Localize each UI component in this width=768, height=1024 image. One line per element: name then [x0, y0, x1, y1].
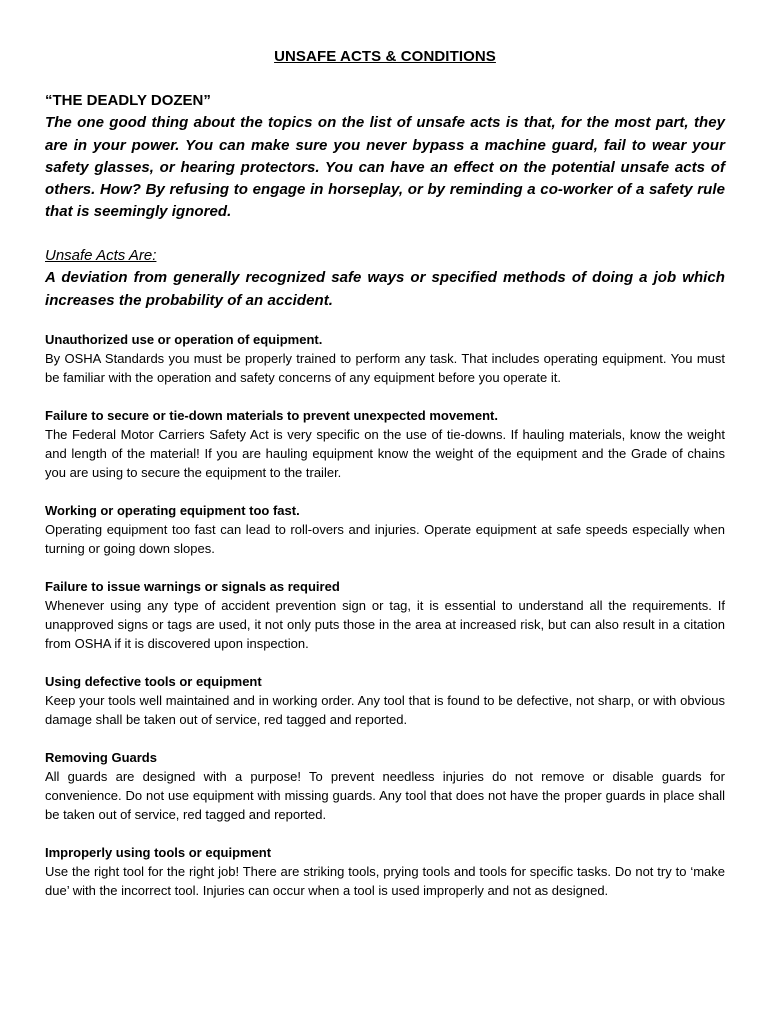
- section-heading: Using defective tools or equipment: [45, 674, 262, 689]
- section-body: Operating equipment too fast can lead to roll-overs and injuries. Operate equipment at safe speeds especially when turning or going down slopes.: [45, 522, 725, 556]
- section-improper-tools: [45, 843, 725, 900]
- section-body: The Federal Motor Carriers Safety Act is very specific on the use of tie-downs. If hauling materials, know the weight and length of the material! If you are hauling equipment know the weight of the equipment and the Grade of chains you are using to secure the equipment to the trailer.: [45, 427, 725, 480]
- section-heading: Improperly using tools or equipment: [45, 845, 272, 860]
- section-heading: Failure to secure or tie-down materials to prevent unexpected movement.: [45, 408, 498, 423]
- section-body: Whenever using any type of accident prevention sign or tag, it is essential to understand all the requirements. If unapproved signs or tags are used, it not only puts those in the area at increased risk, but can also result in a citation from OSHA if it is discovered upon inspection.: [45, 598, 725, 651]
- intro-block: [45, 90, 725, 224]
- section-body: By OSHA Standards you must be properly trained to perform any task. That includes operating equipment. You must be familiar with the operation and safety concerns of any equipment before you operate it.: [45, 351, 725, 385]
- section-tie-down: [45, 406, 725, 482]
- section-defective-tools: [45, 672, 725, 729]
- section-heading: Removing Guards: [45, 750, 157, 765]
- definition-heading: Unsafe Acts Are:: [45, 247, 157, 264]
- definition-block: [45, 245, 725, 312]
- intro-subtitle: “THE DEADLY DOZEN”: [45, 92, 211, 109]
- section-removing-guards: [45, 748, 725, 824]
- section-heading: Unauthorized use or operation of equipment.: [45, 332, 323, 347]
- section-warnings-signals: [45, 577, 725, 653]
- intro-paragraph: The one good thing about the topics on the list of unsafe acts is that, for the most part, they are in your power. You can make sure you never bypass a machine guard, fail to wear your safety glasses, or hearing protectors. You can have an effect on the potential unsafe acts of others. How? By refusing to engage in horseplay, or by reminding a co-worker of a safety rule that is seemingly ignored.: [45, 114, 725, 221]
- document-title: UNSAFE ACTS & CONDITIONS: [274, 48, 496, 65]
- definition-paragraph: A deviation from generally recognized safe ways or specified methods of doing a job which increases the probability of an accident.: [45, 269, 725, 309]
- section-unauthorized-use: [45, 330, 725, 387]
- section-body: Keep your tools well maintained and in working order. Any tool that is found to be defective, not sharp, or with obvious damage shall be taken out of service, red tagged and reported.: [45, 693, 725, 727]
- section-body: Use the right tool for the right job! There are striking tools, prying tools and tools for specific tasks. Do not try to ‘make due’ with the incorrect tool. Injuries can occur when a tool is used improperly and not as designed.: [45, 864, 725, 898]
- section-too-fast: [45, 501, 725, 558]
- section-heading: Failure to issue warnings or signals as required: [45, 579, 340, 594]
- section-heading: Working or operating equipment too fast.: [45, 503, 300, 518]
- section-body: All guards are designed with a purpose! To prevent needless injuries do not remove or disable guards for convenience. Do not use equipment with missing guards. Any tool that does not have the proper guards in place shall be taken out of service, red tagged and reported.: [45, 769, 725, 822]
